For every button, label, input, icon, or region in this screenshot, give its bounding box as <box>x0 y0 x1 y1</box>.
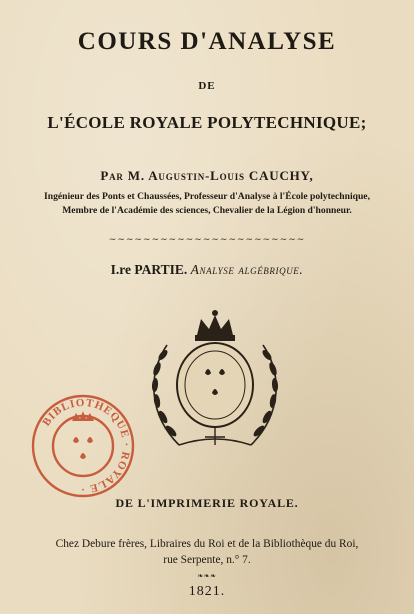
title-connector: DE <box>198 80 216 92</box>
author-credentials-line2: Membre de l'Académie des sciences, Chevalier de la Légion d'honneur. <box>62 205 352 216</box>
ornamental-divider: ∼∼∼∼∼∼∼∼∼∼∼∼∼∼∼∼∼∼∼∼∼∼∼ <box>108 234 306 244</box>
author-credentials-line1: Ingénieur des Ponts et Chaussées, Professeur d'Analyse à l'École polytechnique, <box>44 191 370 202</box>
bookseller-line2: rue Serpente, n.° 7. <box>163 554 251 566</box>
publication-year: 1821. <box>188 584 226 599</box>
svg-text:BIBLIOTHEQUE · ROYALE ·: BIBLIOTHEQUE · ROYALE · <box>40 396 133 496</box>
library-stamp-icon <box>28 391 138 501</box>
year-ornament: ❧❧❧ <box>197 572 217 580</box>
book-title: COURS D'ANALYSE <box>77 28 337 55</box>
printer-name: DE L'IMPRIMERIE ROYALE. <box>115 496 299 510</box>
part-subject: Analyse algébrique. <box>190 262 304 277</box>
part-number: I.re PARTIE. <box>110 262 188 277</box>
royal-crest-icon <box>135 305 295 465</box>
author-line: Par M. Augustin-Louis CAUCHY, <box>100 168 314 183</box>
part-heading <box>0 262 414 278</box>
school-name: L'ÉCOLE ROYALE POLYTECHNIQUE; <box>47 113 367 132</box>
bookseller-line1: Chez Debure frères, Libraires du Roi et de la Bibliothèque du Roi, <box>55 538 359 550</box>
